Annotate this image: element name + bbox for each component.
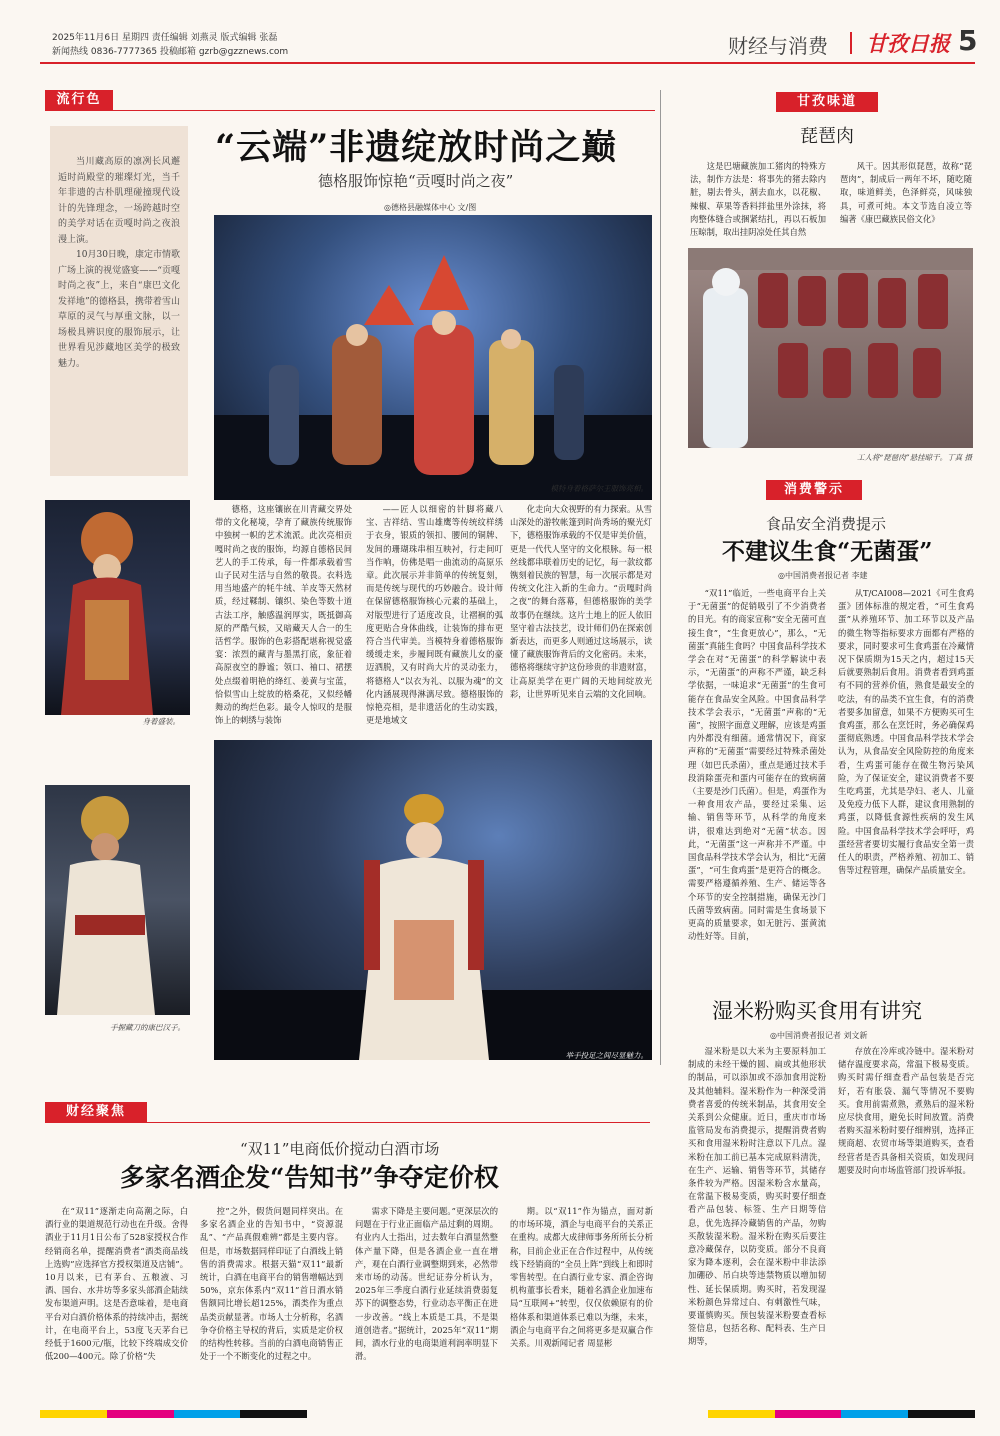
rice-column-1: 湿米粉是以大米为主要原料加工制成的未经干燥的圆、扁或其他形状的制品，可以添加或不添加食用淀粉及其他辅料。湿米粉作为一种深受消费者喜爱的传统米制品，其食用安全关系到公众健康。近日，重庆市市场监管局发布消费提示，提醒消费者购买和食用湿米粉时注意以下几点。湿米粉在加工前已基本完成原料清洗，在生产、运输、销售等环节，其储存条件较为严格。因湿米粉含水量高，在常温下极易变质，购买时要仔细查看产品包装、标签、生产日期等信息，优先选择冷藏销售的产品，勿购买散装湿米粉。湿米粉在购买后要注意冷藏保存，以防变质。部分不良商家为降本逐利，会在湿米粉中非法添加硼砂、吊白块等违禁物质以增加韧性、延长保质期。购买时，若发现湿米粉颜色异常过白、有刺激性气味，要谨慎购买。预包装湿米粉要查看标签信息，包括名称、配料表、生产日期等， [688, 1046, 826, 1347]
wine-column-1: 在“双11”逐渐走向高潮之际，白酒行业的渠道规范行动也在升级。舍得酒业于11月1日公布了528家授权合作经销商名单，提醒消费者“酒类商品线上选购”应选择官方授权渠道及店铺”。10月以来，已有茅台、五粮液、习酒、国台、水井坊等多家头部酒企陆续发布渠道声明。这是否意味着，是电商平台对白酒价格体系的持续冲击，据统计，在电商平台上，53度飞天茅台已经低于1600元/瓶，比较下终端成交价低200—400元。除了价格“失 [45, 1206, 188, 1362]
intro-text [58, 155, 180, 475]
fashion-byline: ◎德格县融媒体中心 文/图 [384, 203, 477, 212]
egg-column-1: “双11”临近，一些电商平台上关于“无菌蛋”的促销吸引了不少消费者的目光。有的商家宣称“安全无菌可直接生食”，“生食更放心”，那么，“无菌蛋”真能生食吗？中国食品科学技术学会在对“无菌蛋”的科学解读中表示，“无菌蛋”的声称不严谨，缺乏科学依据，一味追求“无菌蛋”的生食可能存在食品安全风险。中国食品科学技术学会表示，“无菌蛋”声称的“无菌”，按照字面意义理解，应该是鸡蛋内外都没有细菌。通常情况下，商家声称的“无菌蛋”需要经过特殊杀菌处理（如巴氏杀菌），重点是通过技术手段消除蛋壳和蛋内可能存在的致病菌（主要是沙门氏菌）。但是，鸡蛋作为一种食用农产品，要经过采集、运输、销售等环节，从科学的角度来讲，很难达到绝对“无菌”状态。因此，“无菌蛋”这一声称并不严谨。中国食品科学技术学会认为，相比“无菌蛋”，“可生食鸡蛋”是更符合的概念。需要严格遵循养殖、生产、储运等各个环节的安全控制措施，确保无沙门氏菌等致病菌。同时需是生食场景下更高的质量要求，如无脏污、蛋黄流动性好等。目前， [688, 588, 826, 942]
model-left-bottom-art [45, 785, 190, 1015]
intro-paragraph-1: 当川藏高原的凛冽长风邂逅时尚殿堂的璀璨灯光，当千年非遗的古朴肌理碰撞现代设计的先锋理念，一场跨越时空的美学对话在贡嘎时尚之夜浪漫上演。 [58, 157, 180, 245]
intro-paragraph-2: 10月30日晚，康定市情歌广场上演的视觉盛宴——“贡嘎时尚之夜”上，来自“康巴文化发祥地”的德格县，携带着雪山草原的灵气与厚重文脉，以一场极具辨识度的服饰展示，让世界看见涉藏地区美学的极致魅力。 [58, 250, 180, 369]
masthead-rule [40, 62, 975, 64]
section-label-wine: 财经聚焦 [45, 1102, 147, 1122]
fashion-label-rule [45, 110, 655, 111]
divider-bar [850, 32, 852, 54]
model-left-top-art [45, 500, 190, 715]
contact-line: 新闻热线 0836-7777365 投稿邮箱 gzrb@gzznews.com [52, 47, 289, 57]
egg-byline: ◎中国消费者报记者 李建 [778, 571, 868, 580]
pipa-photo [688, 248, 973, 448]
color-swatch [240, 1410, 307, 1418]
color-swatch [307, 1410, 708, 1418]
color-swatch [775, 1410, 842, 1418]
color-swatch [174, 1410, 241, 1418]
pipa-photo-art [688, 248, 973, 448]
egg-column-2: 从T/CAI008—2021《可生食鸡蛋》团体标准的规定看，“可生食鸡蛋”从养殖环节、加工环节以及产品的微生物等指标要求方面都有严格的要求，同时要求可生食鸡蛋在冷藏情况下保质期为15天之内，超过15天后就要熟制后食用。消费者看到鸡蛋有不同的营养价值，熟食是最安全的吃法，有的品类不宜生食，有的消费者要多加留意，如果不方便购买可生食鸡蛋，那么在烹饪时，务必确保鸡蛋彻底熟透。中国食品科学技术学会认为，从食品安全风险防控的角度来看，生鸡蛋可能存在微生物污染风险，为了保证安全，建议消费者不要生吃鸡蛋，尤其是孕妇、老人、儿童及免疫力低下人群，建议食用熟制的鸡蛋，以降低食源性疾病的发生风险。中国食品科学技术学会呼吁，鸡蛋经营者要切实履行食品安全第一责任人的职责，严格养殖、初加工、销售等过程管理，确保产品质量安全。 [838, 588, 974, 876]
fashion-column-3: 化走向大众视野的有力探索。从雪山深处的游牧帐篷到时尚秀场的聚光灯下，德格服饰承载的不仅是审美价值，更是一代代人坚守的文化根脉。每一根丝线都串联着历史的记忆，每一款纹都镌刻着民族的智慧，每一次展示都是对传统文化注入新的生命力。“贡嘎时尚之夜”的舞台落幕，但德格服饰的美学故事仍在继续。这片土地上的匠人依旧坚守着古法技艺，设计师们仍在探索创新表达，而更多人则通过这场展示，读懂了藏族服饰背后的文化密码。未来，德格将继续守护这份珍贵的非遗财富，让高原美学在更广阔的天地间绽放光彩，让世界听见来自云端的文化回响。 [510, 504, 652, 699]
caption-bottom-photo: 举手投足之间尽显魅力。 [565, 1051, 648, 1060]
model-photo-left-bottom [45, 785, 190, 1015]
pipa-column-1: 这是巴塘藏族加工猪肉的特殊方法，制作方法是：将事先的猪去除内脏，剔去骨头，割去血水，以花椒、辣椒、草果等香料拌盐里外涂抹，将肉整体缝合或捆紧结扎，再以石板加压晾制，取出挂阴凉处任其自然 [690, 161, 826, 238]
fashion-column-2: ——匠人以细密的针脚将藏八宝、吉祥结、雪山雄鹰等传统纹样绣于衣身，银质的领扣、腰间的铜牌、发间的珊瑚珠串相互映衬，行走间叮当作响，仿佛是唱一曲流动的高原乐章。此次展示并非简单的传统复刻，而是传统与现代的巧妙融合。设计师在保留德格服饰核心元素的基础上，对版型进行了适度改良，让褶裥的弧度更贴合身体曲线，让装饰的排布更符合当代审美。当模特身着德格服饰缓缓走来，步履间既有藏族儿女的豪迈洒脱，又有时尚大片的灵动张力，将德格人“以衣为礼、以服为魂”的文化内涵展现得淋漓尽致。德格服饰的惊艳亮相，是非遗活化的生动实践，更是地域文 [366, 504, 503, 726]
egg-title: 不建议生食“无菌蛋” [722, 538, 933, 565]
wine-title: 多家名酒企发“告知书”争夺定价权 [120, 1163, 499, 1192]
rice-title: 湿米粉购买食用有讲究 [712, 999, 922, 1023]
section-label-pipa: 甘孜味道 [776, 92, 878, 112]
caption-left-bottom: 手握藏刀的康巴汉子。 [110, 1023, 185, 1032]
model-photo-left-top [45, 500, 190, 715]
runway-photo-art [214, 215, 652, 500]
runway-photo-main [214, 215, 652, 500]
rice-byline: ◎中国消费者报记者 刘文新 [770, 1031, 868, 1040]
pipa-column-2: 风干。因其形似琵琶，故称“琵琶肉”，制成后一两年不坏，随吃随取，味道鲜美，色泽鲜亮，风味独具，可煮可炖。本文节选自凌立等编著《康巴藏族民俗文化》 [840, 161, 972, 224]
rice-column-2: 存放在冷库或冷链中。湿米粉对储存温度要求高，常温下极易变质。购买时需仔细查看产品包装是否完好，若有胀袋、漏气等情况不要购买。食用前需煮熟，煮熟后的湿米粉应尽快食用，避免长时间放置。消费者购买湿米粉时要仔细辨别，选择正规商超、农贸市场等渠道购买，查看经营者是否具备相关资质，如发现问题要及时向市场监管部门投诉举报。 [838, 1046, 974, 1175]
wine-column-2: 控”之外，假货问题同样突出。在多家名酒企业的告知书中，“资源混乱”、“产品真假难辨”都是主要内容。但是，市场数据同样印证了白酒线上销售的消费需求。根据天猫“双11”最新统计，白酒在电商平台的销售增幅达到50%，京东体系内“双11”首日酒水销售额同比增长超125%，酒类作为重点品类贡献显著。市场人士分析称，名酒争夺价格主导权的背后，实质是定价权的结构性转移。当前的白酒电商销售正处于一个不断变化的过程之中。 [200, 1206, 343, 1362]
color-swatch [708, 1410, 775, 1418]
wine-label-rule [45, 1122, 650, 1123]
caption-pipa: 工人将“琵琶肉”悬挂晾干。丁真 摄 [856, 453, 972, 462]
page-number: 5 [958, 24, 978, 57]
color-registration-bar [40, 1410, 975, 1418]
color-swatch [107, 1410, 174, 1418]
column-separator [660, 90, 661, 1065]
color-swatch [841, 1410, 908, 1418]
section-name: 财经与消费 [728, 34, 828, 58]
paper-name-logo: 甘孜日报 [866, 31, 950, 56]
fashion-column-1: 德格，这座镶嵌在川青藏交界处带的文化秘境，孕育了藏族传统服饰中独树一帜的艺术流派。此次亮相贡嘎时尚之夜的服饰，均源自德格民间艺人的手工传承，每一件都承载着雪山子民对生活与自然的敬畏。衣料选用当地盛产的牦牛绒、羊皮等天然材质，经过鞣制、镶织、染色等数十道古法工序，触感温润厚实，既抵御高原的严酷气候，又暗藏天人合一的生活哲学。服饰的色彩搭配堪称视觉盛宴：浓烈的藏青与墨黑打底，象征着高原夜空的静谧；领口、袖口、裙摆处点缀着明艳的绛红、姜黄与宝蓝，恰似雪山上绽放的格桑花，又似经幡舞动的绚烂色彩。最令人惊叹的是服饰上的刺绣与装饰 [215, 504, 352, 726]
wine-kicker: “双11”电商低价搅动白酒市场 [240, 1140, 440, 1158]
wine-column-4: 期。以“双11”作为锚点，面对新的市场环境，酒企与电商平台的关系正在重构。成都大成律师事务所所长分析称，目前企业正在合作过程中，从传统线下经销商的“全员上阵”到线上和即时零售转型。在白酒行业专家、酒企咨询机构董事长看来，随着名酒企业加速布局“互联网+”转型，仅仅依赖原有的价格体系和渠道体系已难以为继，未来，酒企与电商平台之间将更多是双赢合作关系。川观新闻记者 周显彬 [510, 1206, 653, 1349]
caption-left-top: 身着盛装。 [142, 717, 180, 726]
color-swatch [40, 1410, 107, 1418]
runway-photo-bottom [214, 740, 652, 1060]
color-swatch [908, 1410, 975, 1418]
section-label-egg: 消费警示 [766, 480, 862, 500]
pipa-title: 琵琶肉 [800, 126, 854, 147]
date-line: 2025年11月6日 星期四 责任编辑 刘燕灵 版式编辑 张磊 [52, 33, 278, 43]
wine-column-3: 需求下降是主要问题。”更深层次的问题在于行业正面临产品过剩的周期。有业内人士指出，过去数年白酒显然整体产量下降，但是各酒企业一直在增产，观在白酒行业调整期到来，必然带来市场的动荡。世纪证券分析认为，2025年三季度白酒行业延续消费弱复苏下的调整态势，行业动态平衡正在进一步改善。“线上本质是工具，不是渠道创造者。”据统计，2025年“双11”期间，酒水行业的电商渠道利润率明显下滑。 [355, 1206, 498, 1362]
article-subtitle: 德格服饰惊艳“贡嘎时尚之夜” [318, 172, 514, 190]
caption-main-photo: 模特身着格萨尔王服饰亮相。 [550, 484, 648, 493]
article-title: “云端”非遗绽放时尚之巅 [215, 127, 618, 168]
runway-photo-bottom-art [214, 740, 652, 1060]
section-label-fashion: 流行色 [45, 90, 113, 110]
egg-kicker: 食品安全消费提示 [766, 515, 887, 533]
